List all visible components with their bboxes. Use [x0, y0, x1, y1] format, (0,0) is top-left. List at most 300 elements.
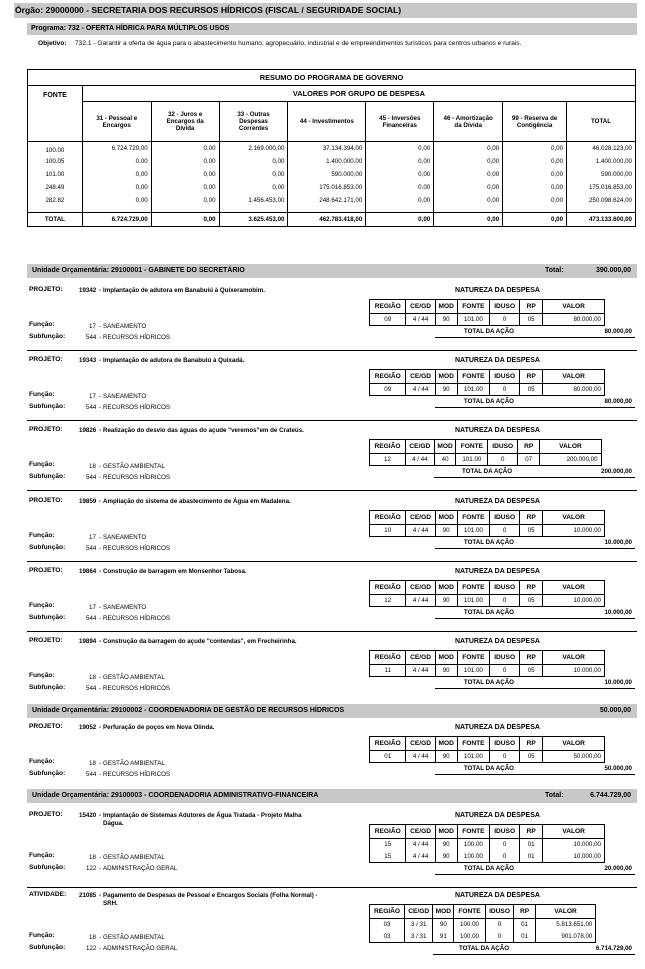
unit-total-label: Total: — [545, 792, 564, 799]
natureza-header-row — [370, 581, 636, 595]
natureza-cell: 0 — [485, 919, 514, 931]
unit-total-label: Total: — [545, 267, 564, 274]
unit-total-value: 50.000,00 — [599, 707, 631, 714]
natureza-col-header: REGIÃO — [370, 511, 406, 525]
value-cell: 0,00 — [151, 168, 219, 181]
natureza-cell: 0 — [490, 851, 520, 863]
orgao-title: Órgão: 29000000 - SECRETARIA DOS RECURSOS HÍDRICOS (FISCAL / SEGURIDADE SOCIAL) — [15, 5, 402, 15]
value-cell: 0,00 — [82, 168, 151, 181]
natureza-row — [370, 525, 636, 537]
natureza-cell: 90 — [435, 595, 457, 607]
natureza-cell: 10.000,00 — [543, 665, 605, 677]
value-cell: 0,00 — [366, 194, 434, 207]
natureza-title: NATUREZA DA DESPESA — [455, 357, 540, 364]
natureza-col-header: REGIÃO — [370, 651, 406, 665]
value-cell: 0,00 — [219, 168, 288, 181]
action-description: Realização do desvio das águas do açude "veremos"em de Crateús. — [103, 427, 304, 434]
natureza-title: NATUREZA DA DESPESA — [455, 724, 540, 731]
action-separator: - — [99, 427, 102, 434]
natureza-col-header: REGIÃO — [370, 905, 405, 919]
natureza-cell: 4 / 44 — [405, 454, 434, 466]
natureza-col-header: IDUSO — [490, 511, 520, 525]
subfuncao-code: 544 — [86, 685, 97, 692]
programa-title: Programa: 732 - OFERTA HÍDRICA PARA MÚLTIPLOS USOS — [31, 25, 230, 32]
funcao-code: 18 — [89, 854, 96, 861]
total-cell: 6.724.729,00 — [82, 213, 151, 227]
subfuncao-name: RECURSOS HÍDRICOS — [103, 334, 171, 341]
natureza-row — [370, 595, 636, 607]
unit-title: Unidade Orçamentária: 29100003 - COORDENADORIA ADMINISTRATIVO-FINANCEIRA — [32, 792, 319, 799]
funcao-name: GESTÃO AMBIENTAL — [103, 674, 165, 681]
action-separator: - — [99, 498, 102, 505]
action-divider — [27, 420, 637, 421]
subfuncao-separator: - — [99, 615, 102, 622]
subfuncao-label: Subfunção: — [29, 944, 66, 951]
natureza-header-row — [370, 825, 636, 839]
total-acao-value: 50.000,00 — [604, 763, 635, 775]
action-separator: - — [99, 812, 102, 819]
total-cell: 462.783.418,00 — [288, 213, 366, 227]
natureza-cell: 4 / 44 — [406, 314, 435, 326]
natureza-col-header: RP — [520, 737, 543, 751]
col-header: 44 - Investimentos — [288, 102, 366, 142]
natureza-table — [369, 904, 635, 955]
natureza-title: NATUREZA DA DESPESA — [455, 638, 540, 645]
natureza-cell: 101.00 — [457, 384, 490, 396]
total-acao-value: 20.000,00 — [604, 863, 635, 875]
natureza-col-header: FONTE — [457, 370, 490, 384]
action-description: Ampliação do sistema de abastecimento de Água em Madalena. — [103, 498, 291, 505]
natureza-table — [369, 650, 635, 689]
natureza-row — [370, 454, 636, 466]
natureza-cell: 11 — [370, 665, 406, 677]
subfuncao-code: 122 — [86, 865, 97, 872]
spacer-cell — [540, 466, 601, 478]
natureza-table — [369, 439, 635, 478]
action-kind: PROJETO: — [29, 286, 63, 293]
natureza-col-header: MOD — [433, 905, 454, 919]
funcao-label: Função: — [29, 932, 55, 939]
value-cell: 6.724.729,00 — [82, 142, 151, 155]
natureza-cell: 100.00 — [457, 851, 490, 863]
funcao-name: SANEAMENTO — [103, 393, 147, 400]
natureza-cell: 10.000,00 — [543, 839, 605, 851]
natureza-title: NATUREZA DA DESPESA — [455, 892, 540, 899]
action-description: Implantação de adutora de Banabuiú à Quixadá. — [103, 357, 245, 364]
natureza-col-header: IDUSO — [490, 651, 520, 665]
action-separator: - — [99, 287, 102, 294]
natureza-col-header: MOD — [435, 737, 457, 751]
natureza-title: NATUREZA DA DESPESA — [455, 287, 540, 294]
action-divider — [27, 490, 637, 491]
subfuncao-label: Subfunção: — [29, 403, 66, 410]
natureza-col-header: REGIÃO — [370, 581, 406, 595]
subfuncao-label: Subfunção: — [29, 770, 66, 777]
spacer-cell — [370, 537, 436, 549]
natureza-cell: 12 — [370, 454, 406, 466]
spacer-cell — [543, 607, 605, 619]
natureza-cell: 15 — [370, 839, 406, 851]
action-code: 19864 — [79, 568, 97, 575]
natureza-total-row — [370, 466, 636, 478]
action-kind: ATIVIDADE: — [29, 891, 67, 898]
spacer-cell — [543, 763, 605, 775]
natureza-title: NATUREZA DA DESPESA — [455, 427, 540, 434]
total-acao-label: TOTAL DA AÇÃO — [435, 607, 543, 619]
total-cell: 0,00 — [503, 213, 567, 227]
summary-total-row — [28, 213, 636, 227]
natureza-col-header: VALOR — [540, 440, 601, 454]
natureza-cell: 3 / 31 — [405, 931, 433, 943]
action-code: 19859 — [79, 498, 97, 505]
funcao-label: Função: — [29, 532, 55, 539]
funcao-label: Função: — [29, 321, 55, 328]
natureza-cell: 01 — [514, 919, 535, 931]
natureza-cell: 101.00 — [457, 525, 490, 537]
natureza-col-header: CE/GD — [406, 737, 435, 751]
funcao-separator: - — [99, 393, 102, 400]
total-acao-value: 10.000,00 — [604, 677, 635, 689]
natureza-cell: 90 — [435, 525, 457, 537]
subfuncao-code: 544 — [86, 545, 97, 552]
value-cell: 250.098.624,00 — [567, 194, 636, 207]
natureza-cell: 101.00 — [457, 595, 490, 607]
spacer-cell — [370, 763, 436, 775]
natureza-cell: 09 — [370, 314, 406, 326]
value-cell: 175.016.853,00 — [567, 181, 636, 194]
natureza-col-header: MOD — [435, 651, 457, 665]
natureza-cell: 0 — [490, 525, 520, 537]
natureza-cell: 100.00 — [454, 919, 485, 931]
natureza-cell: 10.000,00 — [543, 595, 605, 607]
value-cell: 0,00 — [434, 181, 503, 194]
natureza-table — [369, 824, 635, 875]
funcao-name: GESTÃO AMBIENTAL — [103, 760, 165, 767]
unit-title: Unidade Orçamentária: 29100002 - COORDENADORIA DE GESTÃO DE RECURSOS HÍDRICOS — [32, 707, 345, 714]
value-cell: 0,00 — [366, 155, 434, 168]
natureza-row — [370, 839, 636, 851]
natureza-col-header: CE/GD — [406, 825, 435, 839]
natureza-cell: 101.00 — [457, 314, 490, 326]
natureza-table — [369, 369, 635, 408]
natureza-col-header: MOD — [434, 440, 456, 454]
natureza-col-header: REGIÃO — [370, 737, 406, 751]
natureza-cell: 0 — [490, 665, 520, 677]
natureza-cell: 101.00 — [456, 454, 488, 466]
subfuncao-code: 544 — [86, 404, 97, 411]
col-header: 31 - Pessoal e Encargos — [82, 102, 151, 142]
funcao-name: SANEAMENTO — [103, 323, 147, 330]
summary-row — [28, 155, 636, 168]
natureza-cell: 01 — [520, 839, 543, 851]
action-code: 21085 — [79, 892, 97, 899]
funcao-code: 17 — [89, 534, 96, 541]
summary-row — [28, 181, 636, 194]
subfuncao-code: 122 — [86, 945, 97, 952]
col-header: 99 - Reserva de Contigência — [503, 102, 567, 142]
natureza-row — [370, 931, 636, 943]
natureza-total-row — [370, 863, 636, 875]
natureza-col-header: VALOR — [543, 651, 605, 665]
natureza-cell: 91 — [433, 931, 454, 943]
natureza-cell: 05 — [520, 665, 543, 677]
natureza-row — [370, 665, 636, 677]
natureza-cell: 0 — [490, 839, 520, 851]
funcao-separator: - — [99, 323, 102, 330]
objetivo-text: 732.1 - Garantir a oferta de água para o abastecimento humano, agropecuário, industrial e de empreendimentos turísticos para centros urbanos e rurais. — [75, 40, 522, 47]
spacer-cell — [370, 943, 433, 955]
total-acao-label: TOTAL DA AÇÃO — [435, 537, 543, 549]
natureza-col-header: REGIÃO — [370, 440, 406, 454]
subfuncao-name: RECURSOS HÍDRICOS — [103, 771, 171, 778]
total-acao-label: TOTAL DA AÇÃO — [435, 396, 543, 408]
value-cell: 0,00 — [82, 194, 151, 207]
funcao-separator: - — [99, 934, 102, 941]
value-cell: 0,00 — [434, 155, 503, 168]
fonte-cell: 100.00 — [28, 142, 83, 155]
natureza-cell: 4 / 44 — [406, 839, 435, 851]
fonte-header: FONTE — [28, 86, 83, 142]
spacer-cell — [370, 326, 436, 338]
subfuncao-name: ADMINISTRAÇÃO GERAL — [103, 945, 178, 952]
total-acao-label: TOTAL DA AÇÃO — [435, 863, 543, 875]
total-acao-label: TOTAL DA AÇÃO — [435, 677, 543, 689]
action-kind: PROJETO: — [29, 811, 63, 818]
spacer-cell — [370, 863, 436, 875]
total-label: TOTAL — [28, 213, 83, 227]
natureza-total-row — [370, 326, 636, 338]
funcao-name: SANEAMENTO — [103, 534, 147, 541]
action-description: Construção da barragem do açude "contendas", em Frecheirinha. — [103, 638, 297, 645]
natureza-cell: 03 — [370, 919, 405, 931]
natureza-col-header: FONTE — [456, 440, 488, 454]
natureza-table — [369, 736, 635, 775]
natureza-col-header: MOD — [435, 825, 457, 839]
natureza-col-header: VALOR — [543, 511, 605, 525]
natureza-table — [369, 510, 635, 549]
natureza-header-row — [370, 370, 636, 384]
action-divider — [27, 887, 637, 888]
col-header: TOTAL — [567, 102, 636, 142]
subfuncao-name: ADMINISTRAÇÃO GERAL — [103, 865, 178, 872]
action-separator: - — [99, 724, 102, 731]
subfuncao-name: RECURSOS HÍDRICOS — [103, 615, 171, 622]
value-cell: 0,00 — [434, 168, 503, 181]
summary-row — [28, 168, 636, 181]
natureza-col-header: VALOR — [535, 905, 596, 919]
summary-title: RESUMO DO PROGRAMA DE GOVERNO — [28, 70, 636, 86]
action-description: Implantação de adutora em Banabuiú à Quixeramobim. — [103, 287, 265, 294]
action-code: 19343 — [79, 357, 97, 364]
natureza-title: NATUREZA DA DESPESA — [455, 812, 540, 819]
natureza-title: NATUREZA DA DESPESA — [455, 568, 540, 575]
natureza-col-header: MOD — [435, 300, 457, 314]
natureza-col-header: RP — [514, 905, 535, 919]
value-cell: 0,00 — [82, 181, 151, 194]
natureza-cell: 80.000,00 — [543, 384, 605, 396]
natureza-cell: 0 — [490, 751, 520, 763]
natureza-col-header: MOD — [435, 581, 457, 595]
spacer-cell — [543, 863, 605, 875]
natureza-col-header: REGIÃO — [370, 300, 406, 314]
natureza-cell: 05 — [520, 314, 543, 326]
natureza-cell: 80.000,00 — [543, 314, 605, 326]
natureza-col-header: IDUSO — [485, 905, 514, 919]
natureza-row — [370, 384, 636, 396]
subfuncao-label: Subfunção: — [29, 544, 66, 551]
natureza-cell: 05 — [520, 525, 543, 537]
action-description-cont: Dágua. — [103, 820, 124, 827]
value-cell: 248.642.171,00 — [288, 194, 366, 207]
natureza-total-row — [370, 763, 636, 775]
summary-row — [28, 194, 636, 207]
subfuncao-code: 544 — [86, 615, 97, 622]
action-kind: PROJETO: — [29, 637, 63, 644]
natureza-col-header: MOD — [435, 370, 457, 384]
subfuncao-name: RECURSOS HÍDRICOS — [103, 685, 171, 692]
action-description: Pagamento de Despesas de Pessoal e Encargos Sociais (Folha Normal) - — [103, 892, 318, 899]
value-cell: 0,00 — [503, 181, 567, 194]
natureza-cell: 10.000,00 — [543, 851, 605, 863]
subfuncao-separator: - — [99, 685, 102, 692]
natureza-table — [369, 580, 635, 619]
natureza-cell: 5.813.651,00 — [535, 919, 596, 931]
subfuncao-separator: - — [99, 545, 102, 552]
action-kind: PROJETO: — [29, 356, 63, 363]
spacer-cell — [370, 677, 436, 689]
total-acao-value: 80.000,00 — [604, 396, 635, 408]
natureza-col-header: VALOR — [543, 370, 605, 384]
natureza-col-header: RP — [520, 511, 543, 525]
action-kind: PROJETO: — [29, 497, 63, 504]
natureza-cell: 200.000,00 — [540, 454, 601, 466]
natureza-cell: 0 — [488, 454, 518, 466]
natureza-col-header: RP — [517, 440, 539, 454]
value-cell: 175.016.853,00 — [288, 181, 366, 194]
action-kind: PROJETO: — [29, 426, 63, 433]
natureza-cell: 4 / 44 — [406, 851, 435, 863]
col-header: 45 - Inversões Financeiras — [366, 102, 434, 142]
funcao-code: 17 — [89, 604, 96, 611]
value-cell: 0,00 — [434, 194, 503, 207]
total-acao-label: TOTAL DA AÇÃO — [435, 326, 543, 338]
value-cell: 46.028.123,00 — [567, 142, 636, 155]
action-code: 19894 — [79, 638, 97, 645]
action-separator: - — [99, 892, 102, 899]
natureza-col-header: VALOR — [543, 825, 605, 839]
spacer-cell — [543, 537, 605, 549]
natureza-cell: 901.078,00 — [535, 931, 596, 943]
natureza-cell: 101.00 — [457, 665, 490, 677]
subfuncao-name: RECURSOS HÍDRICOS — [103, 545, 171, 552]
value-cell: 590.000,00 — [288, 168, 366, 181]
value-cell: 0,00 — [151, 142, 219, 155]
natureza-title: NATUREZA DA DESPESA — [455, 498, 540, 505]
natureza-col-header: VALOR — [543, 737, 605, 751]
action-divider — [27, 631, 637, 632]
natureza-cell: 4 / 44 — [406, 751, 435, 763]
value-cell: 0,00 — [151, 181, 219, 194]
natureza-col-header: FONTE — [457, 300, 490, 314]
natureza-col-header: IDUSO — [490, 737, 520, 751]
action-kind: PROJETO: — [29, 723, 63, 730]
value-cell: 37.134.394,00 — [288, 142, 366, 155]
natureza-cell: 07 — [517, 454, 539, 466]
natureza-cell: 0 — [490, 595, 520, 607]
natureza-row — [370, 751, 636, 763]
natureza-row — [370, 919, 636, 931]
total-cell: 3.625.453,00 — [219, 213, 288, 227]
action-code: 19052 — [79, 724, 97, 731]
total-cell: 0,00 — [434, 213, 503, 227]
natureza-col-header: REGIÃO — [370, 825, 406, 839]
natureza-total-row — [370, 607, 636, 619]
unit-title: Unidade Orçamentária: 29100001 - GABINETE DO SECRETÁRIO — [32, 267, 245, 274]
natureza-col-header: RP — [520, 651, 543, 665]
subfuncao-code: 544 — [86, 771, 97, 778]
natureza-row — [370, 314, 636, 326]
value-cell: 0,00 — [151, 194, 219, 207]
natureza-cell: 50.000,00 — [543, 751, 605, 763]
fonte-cell: 282.82 — [28, 194, 83, 207]
natureza-cell: 01 — [520, 851, 543, 863]
natureza-cell: 01 — [514, 931, 535, 943]
funcao-code: 18 — [89, 674, 96, 681]
value-cell: 2.169.000,00 — [219, 142, 288, 155]
total-acao-value: 10.000,00 — [604, 537, 635, 549]
funcao-code: 17 — [89, 393, 96, 400]
value-cell: 590.000,00 — [567, 168, 636, 181]
subfuncao-label: Subfunção: — [29, 864, 66, 871]
natureza-cell: 15 — [370, 851, 406, 863]
natureza-cell: 100.00 — [457, 839, 490, 851]
fonte-cell: 248.49 — [28, 181, 83, 194]
funcao-separator: - — [99, 604, 102, 611]
value-cell: 0,00 — [366, 142, 434, 155]
natureza-col-header: IDUSO — [490, 825, 520, 839]
group-title: VALORES POR GRUPO DE DESPESA — [82, 86, 635, 102]
value-cell: 0,00 — [366, 181, 434, 194]
summary-table — [27, 69, 636, 227]
col-header: 33 - Outras Despesas Correntes — [219, 102, 288, 142]
natureza-cell: 90 — [435, 751, 457, 763]
value-cell: 0,00 — [82, 155, 151, 168]
spacer-cell — [370, 466, 435, 478]
action-separator: - — [99, 638, 102, 645]
spacer-cell — [370, 396, 436, 408]
subfuncao-separator: - — [99, 334, 102, 341]
natureza-header-row — [370, 737, 636, 751]
funcao-separator: - — [99, 534, 102, 541]
natureza-cell: 90 — [435, 314, 457, 326]
natureza-cell: 40 — [434, 454, 456, 466]
subfuncao-label: Subfunção: — [29, 473, 66, 480]
natureza-col-header: FONTE — [457, 581, 490, 595]
action-code: 19826 — [79, 427, 97, 434]
total-cell: 0,00 — [151, 213, 219, 227]
value-cell: 0,00 — [503, 155, 567, 168]
funcao-label: Função: — [29, 758, 55, 765]
value-cell: 1.456.453,00 — [219, 194, 288, 207]
funcao-separator: - — [99, 760, 102, 767]
value-cell: 1.400.000,00 — [288, 155, 366, 168]
total-cell: 473.133.600,00 — [567, 213, 636, 227]
funcao-code: 18 — [89, 463, 96, 470]
funcao-separator: - — [99, 854, 102, 861]
action-code: 19342 — [79, 287, 97, 294]
natureza-cell: 10 — [370, 525, 406, 537]
natureza-cell: 4 / 44 — [406, 595, 435, 607]
